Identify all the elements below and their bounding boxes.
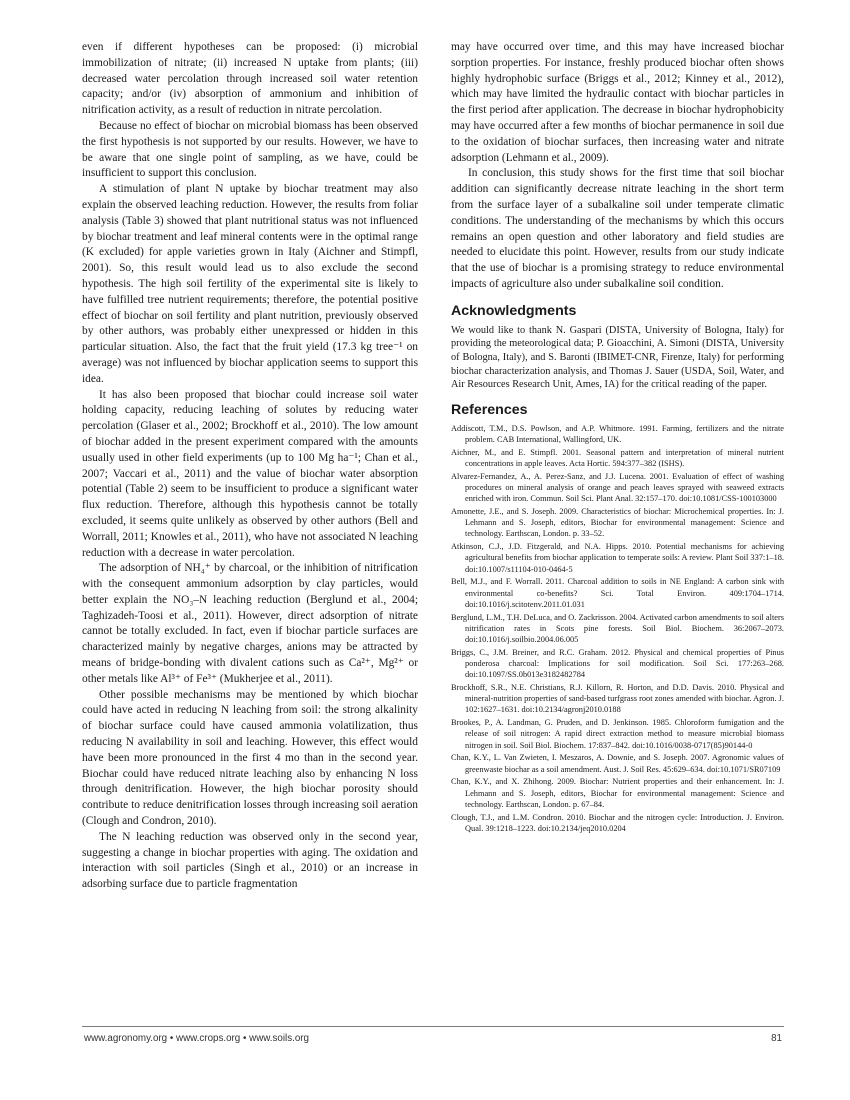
reference-item: Amonette, J.E., and S. Joseph. 2009. Characteristics of biochar: Microchemical properties. In: J. Lehmann and S. Joseph, editors, Biochar for environmental management: Science and technology. Earthscan, London. p. 33–52. [451,506,784,539]
left-column [82,40,418,893]
reference-item: Addiscott, T.M., D.S. Powlson, and A.P. Whitmore. 1991. Farming, fertilizers and the nitrate problem. CAB International, Wallingford, UK. [451,423,784,444]
references-heading: References [451,401,528,418]
right-column [451,40,784,836]
body-paragraph: The adsorption of NH₄⁺ by charcoal, or the inhibition of nitrification with the consequent ammonium adsorption by clay particles, would better explain the NO₃–N leaching reduction (Berglund et al., 2004; Taghizadeh-Toosi et al., 2011). However, direct adsorption of nitrate cannot be totally excluded. In fact, even if biochar particle surfaces are characterized mainly by negative charges, anions may be attracted by means of bridge-bonding with divalent cations such as Ca²⁺, Mg²⁺ or other metals like Al³⁺ of Fe³⁺ (Mukherjee et al., 2011). [82,562,418,685]
body-paragraph: may have occurred over time, and this may have increased biochar sorption properties. For instance, freshly produced biochar often shows highly hydrophobic surface (Briggs et al., 2012; Kinney et al., 2012), which may have limited the hydraulic contact with biochar particles in the first period after application. The decrease in biochar hydrophobicity may have occurred after a few months of biochar permanence in soil due to the oxidation of biochar surfaces, then increasing water and nitrate adsorption (Lehmann et al., 2009). [451,41,784,164]
reference-item: Chan, K.Y., and X. Zhihong. 2009. Biochar: Nutrient properties and their enhancement. In: J. Lehmann and S. Joseph, editors, Biochar for environmental management: Science and technology. Earthscan, London. p. 67–84. [451,777,784,809]
reference-item: Brockhoff, S.R., N.E. Christians, R.J. Killorn, R. Horton, and D.D. Davis. 2010. Physical and mineral-nutrition properties of sand-based turfgrass root zones amended with biochar. Agron. J. 102:1627–1631. doi:10.2134/agronj2010.0188 [451,682,784,715]
reference-item: Bell, M.J., and F. Worrall. 2011. Charcoal addition to soils in NE England: A carbon sink with environmental co-benefits? Sci. Total Environ. 409:1704–1714. doi:10.1016/j.scitotenv.2011.01.031 [451,577,784,609]
page-number: 81 [771,1033,782,1044]
reference-item: Atkinson, C.J., J.D. Fitzgerald, and N.A. Hipps. 2010. Potential mechanisms for achieving agricultural benefits from biochar application to temperate soils: A review. Plant Soil 337:1–18. doi:10.1007/s11104-010-0464-5 [451,542,784,574]
body-paragraph: A stimulation of plant N uptake by biochar treatment may also explain the observed leaching reduction. However, the results from foliar analysis (Table 3) showed that plant nutritional status was not influenced by biochar treatment and leaf mineral contents were in the optimal range (K excluded) for apple varieties grown in Italy (Aichner and Stimpfl, 2001). So, this result would lead us to also exclude the second hypothesis. The high soil fertility of the experimental site is likely to have fulfilled tree nutrient requirements; therefore, the potential positive effect of biochar on soil fertility and plant nutrition, previously observed by other authors, was probably either unexpressed or hidden in this particular situation. Also, the fact that the fruit yield (17.3 kg tree⁻¹ on average) was not influenced by biochar application seems to support this idea. [82,183,418,385]
body-paragraph: even if different hypotheses can be proposed: (i) microbial immobilization of nitrate; (ii) increased N uptake from plants; (iii) decreased water percolation through increased soil water retention capacity; and/or (iv) absorption of ammonium and inhibition of nitrification activity, as a result of reduction in nitrate percolation. [82,41,418,117]
reference-item: Briggs, C., J.M. Breiner, and R.C. Graham. 2012. Physical and chemical properties of Pinus ponderosa charcoal: Implications for soil modification. Soil Sci. 177:263–268. doi:10.1097/SS.0b013e3182482784 [451,647,784,680]
body-paragraph: It has also been proposed that biochar could increase soil water holding capacity, reducing leaching of solutes by reducing water percolation (Glaser et al., 2002; Brockhoff et al., 2010). The low amount of biochar added in the present experiment compared with the amounts usually used in other field experiments (up to 100 Mg ha⁻¹; Chan et al., 2007; Vaccari et al., 2011) and the value of biochar water absorption potential (Table 2) seem to be insufficient to produce a significant water flux reduction. Therefore, although this hypothesis cannot be totally excluded, it seems quite unlikely as observed by other authors (Bell and Worrall, 2011; Knowles et al., 2011), who have not associated N leaching reduction with a decrease in water percolation. [82,388,418,559]
body-paragraph: Because no effect of biochar on microbial biomass has been observed the first hypothesis is not supported by our results. However, we have to be aware that one single point of sampling, as we have, could be insufficient to support this conclusion. [82,119,418,180]
reference-item: Brookes, P., A. Landman, G. Pruden, and D. Jenkinson. 1985. Chloroform fumigation and the release of soil nitrogen: A rapid direct extraction method to measure microbial biomass nitrogen in soil. Soil Biol. Biochem. 17:837–842. doi:10.1016/0038-0717(85)90144-0 [451,718,784,750]
reference-item: Chan, K.Y., L. Van Zwieten, I. Meszaros, A. Downie, and S. Joseph. 2007. Agronomic values of greenwaste biochar as a soil amendment. Aust. J. Soil Res. 45:629–634. doi:10.1071/SR07109 [451,753,784,774]
body-paragraph: The N leaching reduction was observed only in the second year, suggesting a change in biochar properties with aging. The oxidation and interaction with soil particles (Singh et al., 2010) or an increase in adsorbing surface due to particle fragmentation [82,830,418,891]
references-list [451,423,784,834]
reference-item: Clough, T.J., and L.M. Condron. 2010. Biochar and the nitrogen cycle: Introduction. J. Environ. Qual. 39:1218–1223. doi:10.2134/jeq2010.0204 [451,812,784,833]
reference-item: Berglund, L.M., T.H. DeLuca, and O. Zackrisson. 2004. Activated carbon amendments to soil alters nitrification rates in Scots pine forests. Soil Biol. Biochem. 36:2067–2073. doi:10.1016/j.soilbio.2004.06.005 [451,612,784,644]
footer-divider [82,1026,784,1027]
body-paragraph: Other possible mechanisms may be mentioned by which biochar could have acted in reducing N leaching from soil: the strong alkalinity of biochar surface could have caused ammonia volatilization, thus reducing N availability in soil and leaching. However, this effect would have been more pronounced in the first 4 mo than in the second year. Biochar could have reduced nitrate leaching also by enhancing N loss through denitrification. However, the high biochar porosity should contribute to reduce denitrification losses through increasing soil aeration (Clough and Condron, 2010). [82,688,418,828]
reference-item: Alvarez-Fernandez, A., A. Perez-Sanz, and J.J. Lucena. 2001. Evaluation of effect of washing procedures on mineral analysis of orange and peach leaves sprayed with seaweed extracts enriched with iron. Commun. Soil Sci. Plant Anal. 32:157–170. doi:10.1081/CSS-100103000 [451,471,784,504]
conclusion-paragraph: In conclusion, this study shows for the first time that soil biochar addition can significantly decrease nitrate leaching in the short term from the surface layer of a subalkaline soil under temperate climatic conditions. The understanding of the mechanisms by which this occurs remains an open question and other laboratory and field studies are needed to elucidate this point. However, results from our study indicate that the use of biochar is a promising strategy to reduce environmental impacts of agriculture also under subalkaline soil condition. [451,167,784,290]
acknowledgments-heading: Acknowledgments [451,302,577,319]
acknowledgments-text: We would like to thank N. Gaspari (DISTA, University of Bologna, Italy) for providing the meteorological data; P. Gioacchini, A. Simoni (DISTA, University of Bologna, Italy), and S. Baronti (IBIMET-CNR, Firenze, Italy) for performing biochar characterization analysis, and Thomas J. Sauer (USDA, Soil, Water, and Air Resources Research Unit, Ames, IA) for the critical reading of the paper. [451,324,784,391]
footer-websites: www.agronomy.org • www.crops.org • www.soils.org [84,1033,310,1044]
reference-item: Aichner, M., and E. Stimpfl. 2001. Seasonal pattern and interpretation of mineral nutrient concentrations in apple leaves. Acta Hortic. 594:377–382 (ISHS). [451,447,784,468]
